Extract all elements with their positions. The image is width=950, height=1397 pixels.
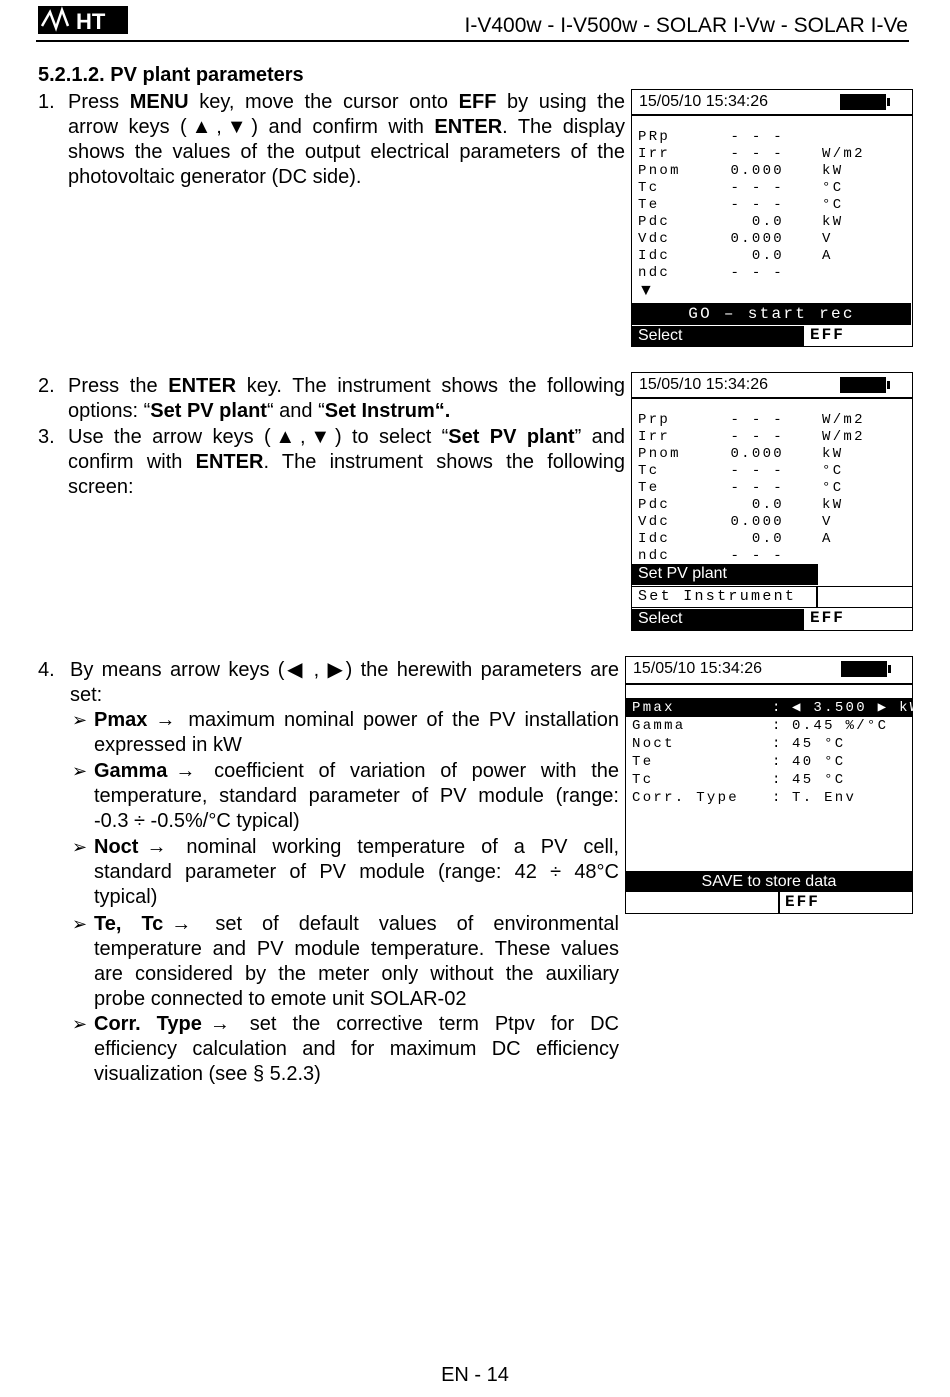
bullet-marker-icon: ➢	[72, 914, 88, 934]
row-label: Pnom	[638, 446, 681, 462]
row-label: Pdc	[638, 497, 671, 513]
param-label: Te	[632, 754, 654, 770]
row-label: ndc	[638, 548, 671, 564]
param-row-corrtype[interactable]	[626, 790, 912, 807]
row-unit: kW	[822, 163, 844, 179]
param-value: 0.45 %/°C	[792, 718, 889, 734]
mode-eff-label[interactable]: EFF	[810, 609, 845, 627]
bullet-marker-icon: ➢	[72, 837, 88, 857]
row-value: 0.0	[751, 214, 784, 230]
param-label: Corr. Type	[632, 790, 740, 806]
select-label: Select	[638, 610, 683, 627]
section-title: 5.2.1.2. PV plant parameters	[38, 64, 304, 86]
row-unit: °C	[822, 180, 844, 196]
param-value: ◀ 3.500 ▶ kW	[792, 700, 921, 716]
bullet-marker-icon: ➢	[72, 1014, 88, 1034]
param-separator: :	[772, 754, 783, 770]
lcd-row-vdc	[632, 514, 912, 531]
lcd-row-irr	[632, 146, 912, 163]
step-3-number: 3.	[38, 426, 55, 448]
row-value: - - -	[730, 463, 784, 479]
row-value: 0.0	[751, 248, 784, 264]
step-2-number: 2.	[38, 375, 55, 397]
param-label: Pmax	[632, 700, 675, 716]
document-header-title: I-V400w - I-V500w - SOLAR I-Vw - SOLAR I-Ve	[464, 14, 908, 37]
row-label: Irr	[638, 146, 671, 162]
save-bar[interactable]: SAVE to store data	[626, 871, 912, 892]
lcd-row-irr	[632, 429, 912, 446]
row-unit: °C	[822, 480, 844, 496]
bullet-term: Gamma	[94, 760, 168, 782]
row-value: 0.0	[751, 497, 784, 513]
row-unit: °C	[822, 463, 844, 479]
lcd-row-te	[632, 480, 912, 497]
row-label: Vdc	[638, 514, 671, 530]
lcd-row-pnom	[632, 163, 912, 180]
lcd-row-prp	[632, 129, 912, 146]
mode-eff-label[interactable]: EFF	[810, 326, 845, 344]
param-value: 40 °C	[792, 754, 846, 770]
param-value: T. Env	[792, 790, 857, 806]
lcd-row-pdc	[632, 497, 912, 514]
arrow-icon: →	[171, 913, 192, 935]
row-unit: W/m2	[822, 429, 865, 445]
row-label: Te	[638, 480, 660, 496]
row-value: 0.000	[730, 231, 784, 247]
row-value: - - -	[730, 180, 784, 196]
row-unit: A	[822, 531, 833, 547]
bullet-text: nominal working temperature of a PV cell, standard parameter of PV module (range: 42 ÷ 48°C typical)	[94, 836, 619, 908]
lcd-row-ndc	[632, 265, 912, 282]
lcd-row-vdc	[632, 231, 912, 248]
row-value: - - -	[730, 146, 784, 162]
row-unit: °C	[822, 197, 844, 213]
param-separator: :	[772, 772, 783, 788]
row-label: Irr	[638, 429, 671, 445]
param-row-noct[interactable]	[626, 736, 912, 753]
row-value: 0.000	[730, 514, 784, 530]
screen-separator	[626, 683, 912, 685]
row-value: - - -	[730, 197, 784, 213]
row-unit: kW	[822, 497, 844, 513]
param-separator: :	[772, 718, 783, 734]
step-3-text: Use the arrow keys (▲,▼) to select “Set PV plant” and confirm with ENTER. The instrument shows the following screen:	[68, 426, 626, 498]
param-row-tc[interactable]	[626, 772, 912, 789]
lcd-row-pdc	[632, 214, 912, 231]
arrow-icon: →	[175, 760, 196, 782]
row-value: 0.0	[751, 531, 784, 547]
bullet-text: coefficient of variation of power with the temperature, standard parameter of PV module (range: -0.3 ÷ -0.5%/°C typical)	[94, 760, 619, 832]
header-rule	[36, 40, 909, 42]
lcd-row-te	[632, 197, 912, 214]
row-unit: kW	[822, 214, 844, 230]
bullet-text: set of default values of environmental temperature and PV module temperature. These values are considered by the meter only without the auxiliary probe connected to emote unit SOLAR-02	[94, 913, 619, 1010]
bullet-item	[94, 708, 619, 758]
param-label: Tc	[632, 772, 654, 788]
param-value: 45 °C	[792, 772, 846, 788]
select-label: Select	[638, 327, 683, 344]
lcd-row-idc	[632, 248, 912, 265]
row-value: 0.000	[730, 446, 784, 462]
lcd-screen-3	[625, 656, 921, 914]
row-value: 0.000	[730, 163, 784, 179]
lcd-row-idc	[632, 531, 912, 548]
menu-item-set-instrument[interactable]: Set Instrument	[632, 586, 912, 608]
param-separator: :	[772, 700, 783, 716]
battery-icon	[840, 94, 886, 110]
step-1-text: Press MENU key, move the cursor onto EFF by using the arrow keys (▲,▼) and confirm with ENTER. The display shows the values of the output electrical parameters of the photovoltaic generator (DC side).	[68, 91, 625, 188]
battery-icon	[840, 377, 886, 393]
step-4-number: 4.	[38, 659, 55, 681]
bullet-text: maximum nominal power of the PV installation expressed in kW	[94, 709, 619, 756]
menu-item-set-pv-plant[interactable]: Set PV plant	[632, 564, 818, 585]
row-label: Pdc	[638, 214, 671, 230]
mode-eff-label[interactable]: EFF	[785, 893, 820, 911]
bullet-term: Corr. Type	[94, 1013, 202, 1035]
bullet-marker-icon: ➢	[72, 710, 88, 730]
row-label: Tc	[638, 180, 660, 196]
bullet-term: Noct	[94, 836, 139, 858]
param-separator: :	[772, 790, 783, 806]
bullet-item	[94, 1012, 619, 1087]
lcd-row-ndc	[632, 548, 912, 565]
row-label: Vdc	[638, 231, 671, 247]
param-value: 45 °C	[792, 736, 846, 752]
lcd-row-tc	[632, 180, 912, 197]
bullet-marker-icon: ➢	[72, 761, 88, 781]
screen-datetime: 15/05/10 15:34:26	[639, 376, 769, 393]
lcd-row-pnom	[632, 446, 912, 463]
step-4-text: By means arrow keys (◀ , ▶) the herewith parameters are set:	[70, 659, 619, 706]
bullet-term: Pmax	[94, 709, 148, 731]
screen-separator	[632, 114, 912, 116]
row-unit: V	[822, 231, 833, 247]
screen-separator	[632, 397, 912, 399]
page-number: EN - 14	[441, 1364, 509, 1386]
row-label: Prp	[638, 412, 671, 428]
start-rec-bar[interactable]: GO – start rec	[632, 303, 911, 325]
bullet-term: Te, Tc	[94, 913, 164, 935]
battery-icon	[841, 661, 887, 677]
param-row-te[interactable]	[626, 754, 912, 771]
row-value: - - -	[730, 129, 784, 145]
lcd-row-tc	[632, 463, 912, 480]
row-label: Te	[638, 197, 660, 213]
row-unit: V	[822, 514, 833, 530]
down-arrow-icon: ▼	[638, 282, 654, 299]
logo-text: HT	[76, 9, 106, 34]
bullet-item	[94, 912, 619, 1012]
row-label: Idc	[638, 248, 671, 264]
screen-datetime: 15/05/10 15:34:26	[639, 93, 769, 110]
row-label: ndc	[638, 265, 671, 281]
arrow-icon: →	[155, 709, 176, 731]
bullet-item	[94, 759, 619, 834]
bar-divider	[778, 892, 780, 914]
screen-datetime: 15/05/10 15:34:26	[633, 660, 763, 677]
select-label-bg	[632, 326, 804, 347]
row-unit: W/m2	[822, 412, 865, 428]
row-unit: A	[822, 248, 833, 264]
row-value: - - -	[730, 548, 784, 564]
param-label: Noct	[632, 736, 675, 752]
param-row-pmax[interactable]	[626, 700, 921, 717]
param-row-gamma[interactable]	[626, 718, 912, 735]
bullet-item	[94, 835, 619, 910]
lcd-screen-2	[631, 372, 913, 631]
bullet-text: set the corrective term Ptpv for DC efficiency calculation and for maximum DC efficiency visualization (see § 5.2.3)	[94, 1013, 619, 1085]
param-label: Gamma	[632, 718, 686, 734]
select-label-bg	[632, 609, 804, 630]
row-label: Tc	[638, 463, 660, 479]
arrow-icon: →	[146, 836, 167, 858]
row-value: - - -	[730, 480, 784, 496]
row-value: - - -	[730, 412, 784, 428]
row-label: PRp	[638, 129, 671, 145]
ht-logo	[38, 4, 130, 36]
step-1-number: 1.	[38, 91, 55, 113]
row-label: Pnom	[638, 163, 681, 179]
row-value: - - -	[730, 429, 784, 445]
arrow-icon: →	[209, 1013, 230, 1035]
row-label: Idc	[638, 531, 671, 547]
param-separator: :	[772, 736, 783, 752]
row-unit: W/m2	[822, 146, 865, 162]
step-2-text: Press the ENTER key. The instrument shows the following options: “Set PV plant“ and “Set Instrum“.	[68, 375, 625, 422]
row-unit: kW	[822, 446, 844, 462]
row-value: - - -	[730, 265, 784, 281]
lcd-row-prp	[632, 412, 912, 429]
lcd-screen-1	[631, 89, 913, 347]
